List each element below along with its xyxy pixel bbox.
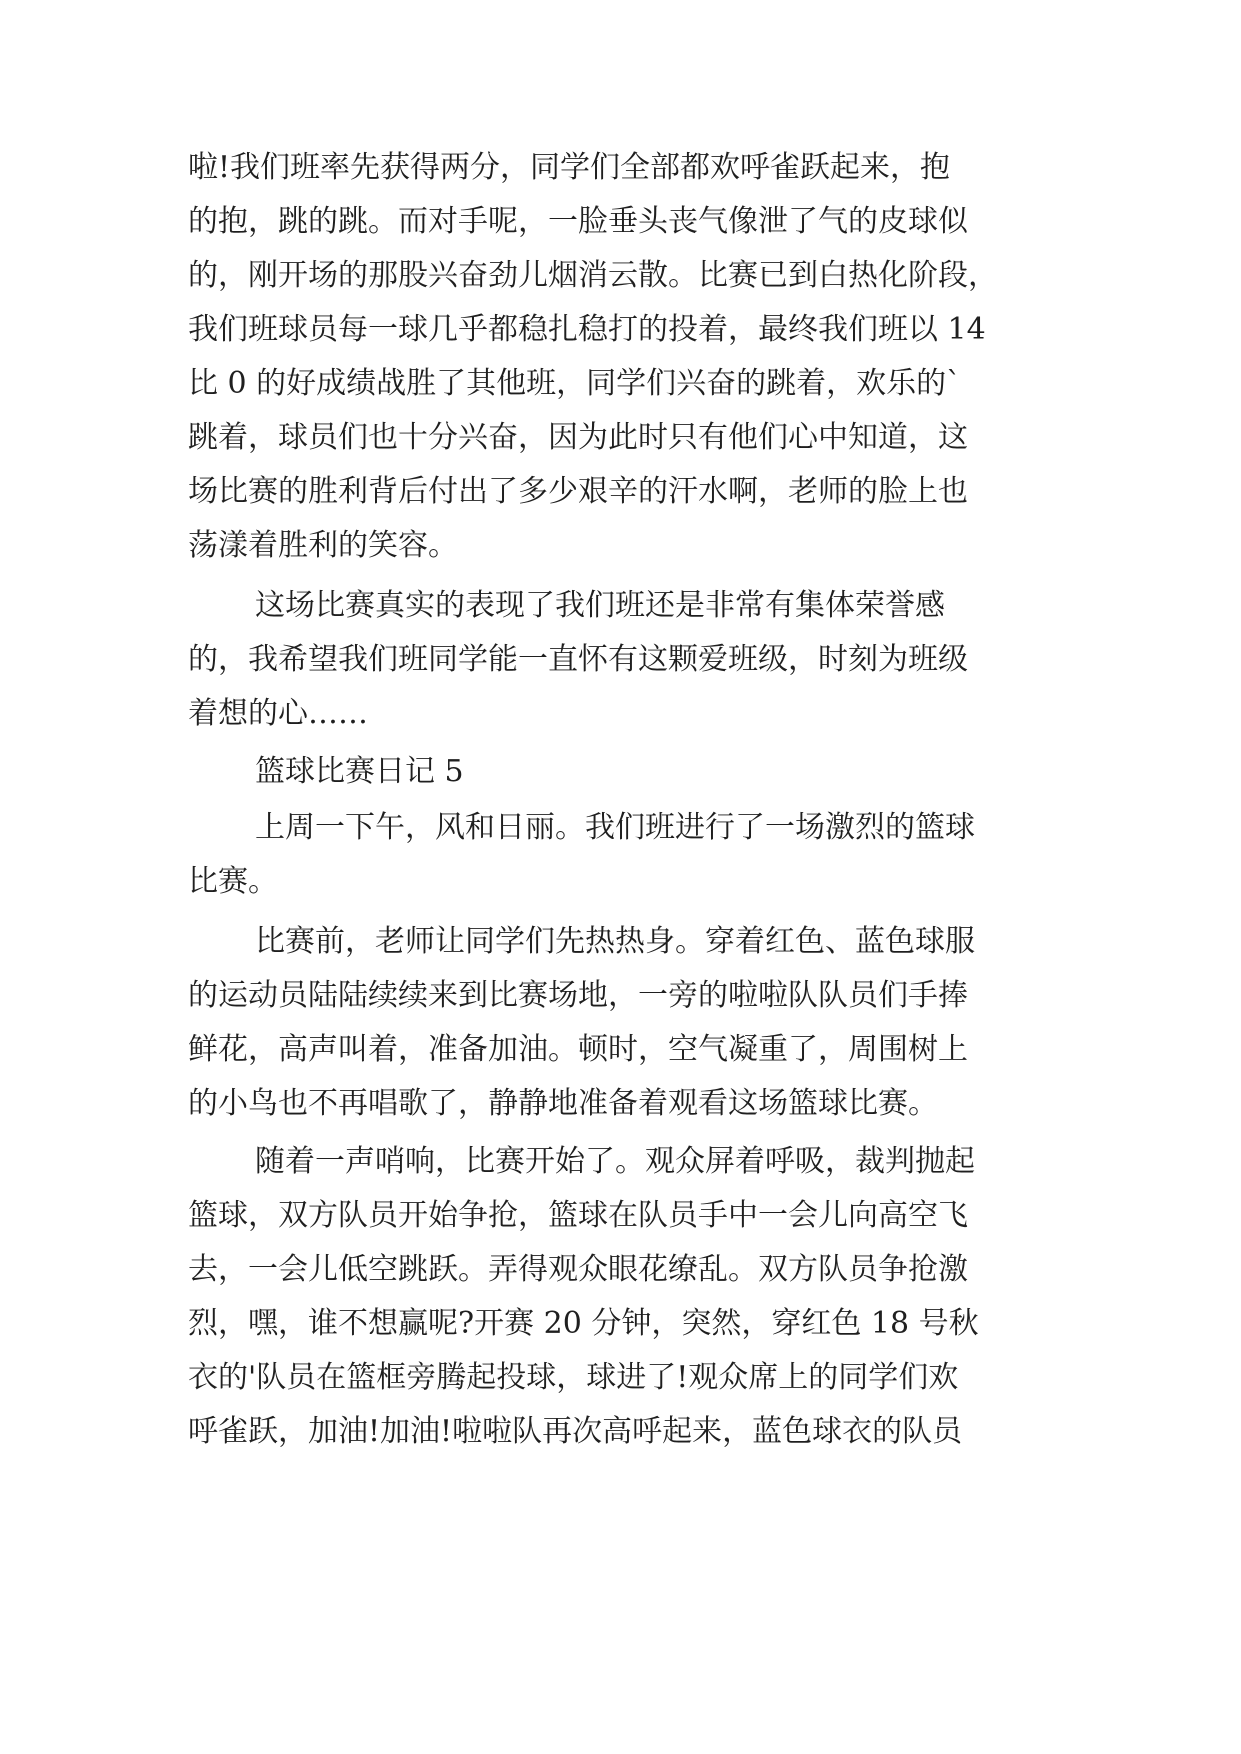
text-line: 啦!我们班率先获得两分，同学们全部都欢呼雀跃起来，抱 xyxy=(188,150,951,185)
text-line: 的小鸟也不再唱歌了，静静地准备着观看这场篮球比赛。 xyxy=(188,1086,938,1121)
text-line: 篮球，双方队员开始争抢，篮球在队员手中一会儿向高空飞 xyxy=(188,1198,968,1233)
text-line: 比 0 的好成绩战胜了其他班，同学们兴奋的跳着，欢乐的` xyxy=(188,366,962,401)
text-line: 烈，嘿，谁不想赢呢?开赛 20 分钟，突然，穿红色 18 号秋 xyxy=(188,1306,979,1341)
text-line: 比赛。 xyxy=(188,864,278,899)
text-line: 去，一会儿低空跳跃。弄得观众眼花缭乱。双方队员争抢激 xyxy=(188,1252,968,1287)
paragraph-first-line: 这场比赛真实的表现了我们班还是非常有集体荣誉感 xyxy=(255,588,945,623)
text-line: 我们班球员每一球几乎都稳扎稳打的投着，最终我们班以 14 xyxy=(188,312,986,347)
text-line: 荡漾着胜利的笑容。 xyxy=(188,528,458,563)
text-line: 呼雀跃，加油!加油!啦啦队再次高呼起来，蓝色球衣的队员 xyxy=(188,1414,963,1449)
text-line: 的抱，跳的跳。而对手呢，一脸垂头丧气像泄了气的皮球似 xyxy=(188,204,968,239)
text-line: 衣的'队员在篮框旁腾起投球，球进了!观众席上的同学们欢 xyxy=(188,1360,959,1395)
text-line: 着想的心…… xyxy=(188,696,368,731)
paragraph-first-line: 随着一声哨响，比赛开始了。观众屏着呼吸，裁判抛起 xyxy=(255,1144,975,1179)
paragraph-first-line: 上周一下午，风和日丽。我们班进行了一场激烈的篮球 xyxy=(255,810,975,845)
text-line: 的运动员陆陆续续来到比赛场地，一旁的啦啦队队员们手捧 xyxy=(188,978,968,1013)
section-heading: 篮球比赛日记 5 xyxy=(255,754,464,789)
text-line: 鲜花，高声叫着，准备加油。顿时，空气凝重了，周围树上 xyxy=(188,1032,968,1067)
paragraph-first-line: 比赛前，老师让同学们先热热身。穿着红色、蓝色球服 xyxy=(255,924,975,959)
text-line: 跳着，球员们也十分兴奋，因为此时只有他们心中知道，这 xyxy=(188,420,968,455)
text-line: 的，刚开场的那股兴奋劲儿烟消云散。比赛已到白热化阶段， xyxy=(188,258,998,293)
text-line: 的，我希望我们班同学能一直怀有这颗爱班级，时刻为班级 xyxy=(188,642,968,677)
text-line: 场比赛的胜利背后付出了多少艰辛的汗水啊，老师的脸上也 xyxy=(188,474,968,509)
